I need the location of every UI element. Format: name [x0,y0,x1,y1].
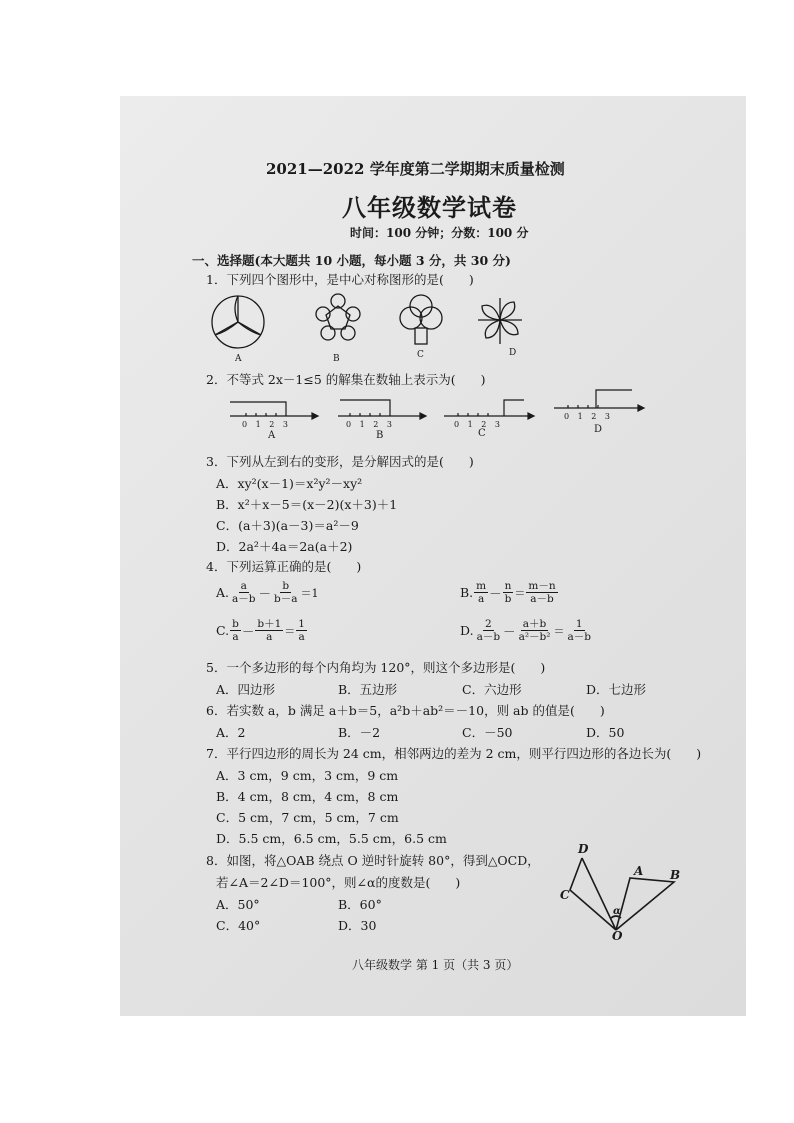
q8-point-d: D [578,842,589,856]
q1-stem: 1．下列四个图形中，是中心对称图形的是( ) [206,272,474,287]
q1-label-b: B [333,354,340,364]
q7-option-b: B．4 cm，8 cm，4 cm，8 cm [216,789,399,804]
numberline-b [338,400,426,419]
page-footer: 八年级数学 第 1 页（共 3 页） [352,958,519,972]
q1-label-d: D [509,348,517,358]
section-heading: 一、选择题(本大题共 10 小题，每小题 3 分，共 30 分) [192,253,511,268]
q8-option-c: C．40° [216,918,261,933]
q8-option-b: B．60° [338,897,382,912]
q8-stem-line2: 若∠A＝2∠D＝100°，则∠α的度数是( ) [216,875,461,890]
q5-option-c: C．六边形 [462,682,522,697]
q4-option-c: C. $\frac{b}{a}$ － $\frac{b+1}{a}$ ＝ $\frac{1}{a}$ [216,618,305,643]
q7-option-a: A．3 cm，9 cm，3 cm，9 cm [216,768,399,783]
q4-option-a: A. $\frac{a}{a-b}$ － $\frac{b}{b-a}$ ＝1 [216,580,319,605]
q8-option-a: A．50° [216,897,260,912]
q6-option-a: A．2 [216,725,246,740]
q3-stem: 3．下列从左到右的变形，是分解因式的是( ) [206,454,474,469]
q8-option-d: D．30 [338,918,377,933]
q7-option-c: C．5 cm，7 cm，5 cm，7 cm [216,810,399,825]
numberline-c-label: C [478,428,486,439]
numberline-b-label: B [376,430,384,441]
q3-option-d: D．2a²＋4a＝2a(a＋2) [216,539,353,554]
q5-option-a: A．四边形 [216,682,276,697]
q1-label-a: A [235,354,242,364]
figure-a-circle-icon [212,296,264,348]
q2-stem: 2．不等式 2x－1≤5 的解集在数轴上表示为( ) [206,372,486,387]
numberline-c-ticks: 0 1 2 3 [454,420,504,429]
figure-c-rings-icon [400,295,442,344]
q8-stem-line1: 8．如图，将△OAB 绕点 O 逆时针旋转 80°，得到△OCD， [206,853,540,868]
numberline-d [554,390,644,411]
q4-option-d: D. $\frac{2}{a-b}$ － $\frac{a+b}{\text{a²－b²}}$ ＝ $\frac{1}{a-b}$ [460,618,591,643]
q8-point-a: A [634,864,644,878]
paper-title: 八年级数学试卷 [342,193,517,222]
numberline-c [444,400,534,419]
q1-label-c: C [417,350,424,360]
numberline-d-ticks: 0 1 2 3 [564,412,614,421]
q8-angle-alpha: α [613,906,621,917]
figure-d-pinwheel-icon [478,298,522,344]
q5-option-d: D．七边形 [586,682,647,697]
q7-stem: 7．平行四边形的周长为 24 cm，相邻两边的差为 2 cm，则平行四边形的各边长为( ) [206,746,702,761]
q4-option-b: B. $\frac{m}{a}$ － $\frac{n}{b}$ ＝ $\frac{m-n}{a-b}$ [460,580,556,605]
q6-option-b: B．－2 [338,725,381,740]
exam-info: 时间：100 分钟；分数：100 分 [350,226,529,240]
q7-option-d: D．5.5 cm，6.5 cm，5.5 cm，6.5 cm [216,831,447,846]
q6-option-c: C．－50 [462,725,513,740]
q8-point-c: C [560,888,570,902]
q5-option-b: B．五边形 [338,682,398,697]
exam-paper [120,96,746,1016]
numberline-a-label: A [268,430,276,441]
q8-point-b: B [670,868,681,882]
numberline-a [230,402,318,419]
numberline-b-ticks: 0 1 2 3 [346,420,396,429]
q1-figures [206,294,546,358]
term-title: 2021—2022 学年度第二学期期末质量检测 [266,160,565,178]
q4-stem: 4．下列运算正确的是( ) [206,559,362,574]
numberline-a-ticks: 0 1 2 3 [242,420,292,429]
q6-option-d: D．50 [586,725,625,740]
q3-option-b: B．x²＋x－5＝(x－2)(x＋3)＋1 [216,497,398,512]
q3-option-c: C．(a＋3)(a－3)＝a²－9 [216,518,359,533]
q8-point-o: O [612,929,623,943]
q5-stem: 5．一个多边形的每个内角均为 120°，则这个多边形是( ) [206,660,546,675]
q3-option-a: A．xy²(x－1)＝x²y²－xy² [216,476,363,491]
numberline-d-label: D [594,424,603,435]
q6-stem: 6．若实数 a，b 满足 a＋b＝5，a²b＋ab²＝－10，则 ab 的值是( ) [206,703,605,718]
figure-b-pentagon-icon [316,294,360,340]
